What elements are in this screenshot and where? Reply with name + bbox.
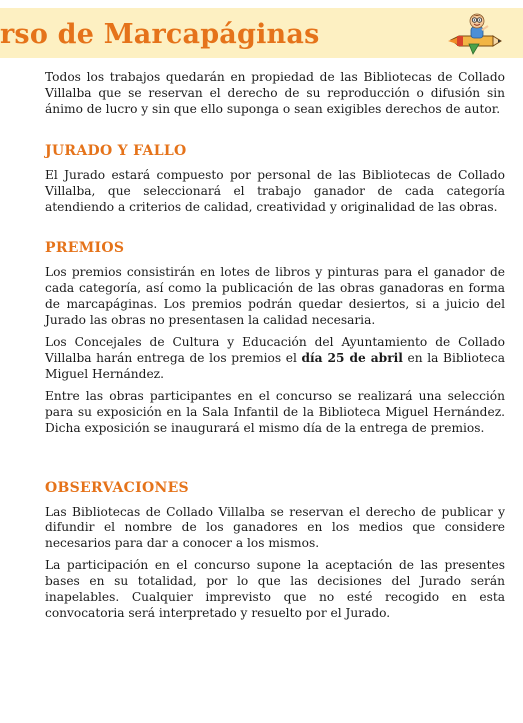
jurado-paragraph: El Jurado estará compuesto por personal de las Bibliotecas de Collado Villalba, que seleccionará el trabajo ganador de cada categoría atendiendo a criterios de calidad, creatividad y originalidad de las obras. [45, 167, 505, 214]
mascot-illustration-icon [447, 10, 503, 58]
observaciones-paragraph-1: Las Bibliotecas de Collado Villalba se reservan el derecho de publicar y difundir el nombre de los ganadores en los medios que considere necesarios para dar a conocer a los mismos. [45, 504, 505, 551]
award-date: día 25 de abril [301, 350, 403, 365]
page-title: rso de Marcapáginas [0, 19, 320, 50]
premios-paragraph-3: Entre las obras participantes en el concurso se realizará una selección para su exposición en la Sala Infantil de la Biblioteca Miguel Hernández. Dicha exposición se inaugurará el mismo día de la entrega de premios. [45, 388, 505, 435]
premios-paragraph-2 [45, 335, 505, 383]
premios-paragraph-2-start: Los Concejales de Cultura y Educación del Ayuntamiento de Collado Villalba harán entrega de los premios el [45, 335, 505, 365]
premios-paragraph-1: Los premios consistirán en lotes de libros y pinturas para el ganador de cada categoría, así como la publicación de las obras ganadoras en forma de marcapáginas. Los premios podrán quedar desiertos, si a juicio del Jurado las obras no presentasen la calidad necesaria. [45, 265, 505, 328]
observaciones-paragraph-2: La participación en el concurso supone la aceptación de las presentes bases en su totalidad, por lo que las decisiones del Jurado serán inapelables. Cualquier imprevisto que no esté recogido en esta convocatoria será interpretado y resuelto por el Jurado. [45, 558, 505, 620]
premios-heading: PREMIOS [45, 240, 125, 257]
jurado-heading: JURADO Y FALLO [45, 142, 187, 159]
observaciones-heading: OBSERVACIONES [45, 479, 189, 496]
document-body [45, 70, 505, 628]
premios-paragraph-2-end: en la Biblioteca Miguel Hernández. [45, 350, 505, 381]
intro-paragraph: Todos los trabajos quedarán en propiedad de las Bibliotecas de Collado Villalba que se reservan el derecho de su reproducción o difusión sin ánimo de lucro y sin que ello suponga o sean exigibles derechos de autor. [45, 70, 505, 116]
